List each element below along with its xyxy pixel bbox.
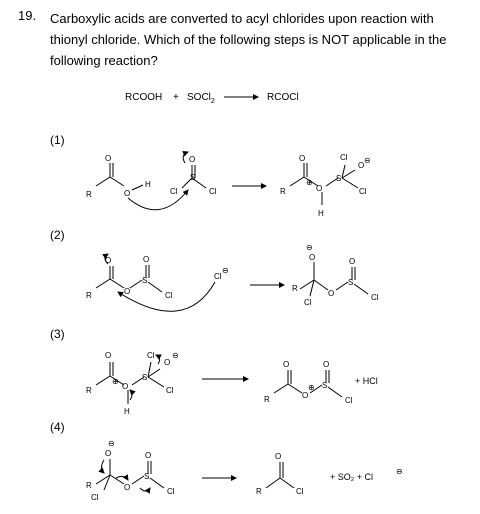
atom-cl: Cl [209,187,217,196]
atom-cl: Cl [91,493,99,502]
atom-o: O [105,154,112,163]
atom-o: O [328,289,335,298]
atom-cl: Cl [166,386,174,395]
option-4-label: (4) [50,420,65,434]
question-number: 19. [18,8,37,23]
atom-r: R [86,481,92,490]
atom-o: O [323,360,330,369]
atom-o: O [275,452,282,461]
atom-o: O [309,253,316,262]
atom-cl: Cl [345,396,353,405]
negative-charge: ⊖ [364,156,371,165]
atom-h: H [318,209,324,218]
option-3-byproduct: + HCl [355,376,378,386]
atom-cl: Cl [170,187,178,196]
atom-h: H [145,180,151,189]
positive-charge: ⊕ [112,377,119,386]
atom-cl: Cl [340,153,348,162]
positive-charge: ⊕ [306,178,313,187]
atom-cl: Cl [296,487,304,496]
option-1-label: (1) [50,133,65,147]
atom-cl: Cl [371,293,379,302]
atom-o: O [105,256,112,265]
atom-cl: Cl [167,487,175,496]
atom-s: S [142,276,148,285]
option-4-mechanism [86,439,403,502]
atom-o: O [105,449,112,458]
atom-r: R [86,291,92,300]
atom-o: O [124,483,131,492]
positive-charge: ⊕ [308,383,315,392]
atom-o: O [316,184,323,193]
product: RCOCl [267,92,299,103]
atom-o: O [299,154,306,163]
atom-cl: Cl [214,272,222,281]
atom-o: O [164,358,171,367]
atom-h: H [124,407,130,416]
atom-r: R [264,395,270,404]
negative-charge: ⊖ [396,467,403,476]
atom-o: O [358,161,365,170]
option-1-mechanism [86,152,371,218]
atom-cl: Cl [359,187,367,196]
atom-r: R [86,190,92,199]
atom-cl: Cl [165,291,173,300]
atom-s: S [190,173,196,182]
atom-s: S [336,174,342,183]
atom-cl: Cl [147,351,155,360]
atom-s: S [142,373,148,382]
atom-o: O [283,360,290,369]
atom-o: O [302,391,309,400]
negative-charge: ⊖ [222,266,229,275]
atom-s: S [348,278,354,287]
atom-o: O [349,257,356,266]
atom-r: R [86,386,92,395]
option-4-byproducts: + SO₂ + Cl [330,472,374,482]
reagent: SOCl$_2$ [187,92,215,105]
negative-charge: ⊖ [172,351,179,360]
atom-o: O [105,351,112,360]
atom-s: S [322,381,328,390]
option-3-label: (3) [50,327,65,341]
reactant: RCOOH [125,92,163,103]
atom-cl: Cl [304,298,312,307]
atom-o: O [124,189,131,198]
atom-r: R [292,284,298,293]
atom-o: O [189,155,196,164]
atom-o: O [145,451,152,460]
negative-charge: ⊖ [108,439,115,448]
plus-sign: + [173,92,179,103]
negative-charge: ⊖ [306,243,313,252]
option-2-mechanism [86,243,379,311]
atom-s: S [144,472,150,481]
question-text: Carboxylic acids are converted to acyl chlorides upon reaction with thionyl chloride. Which of the following steps is NOT applicable in the following reaction? [50,11,447,68]
option-3-mechanism [86,351,378,416]
atom-r: R [256,487,262,496]
atom-r: R [280,187,286,196]
atom-o: O [143,255,150,264]
atom-o: O [122,382,129,391]
atom-o: O [124,287,131,296]
option-2-label: (2) [50,228,65,242]
